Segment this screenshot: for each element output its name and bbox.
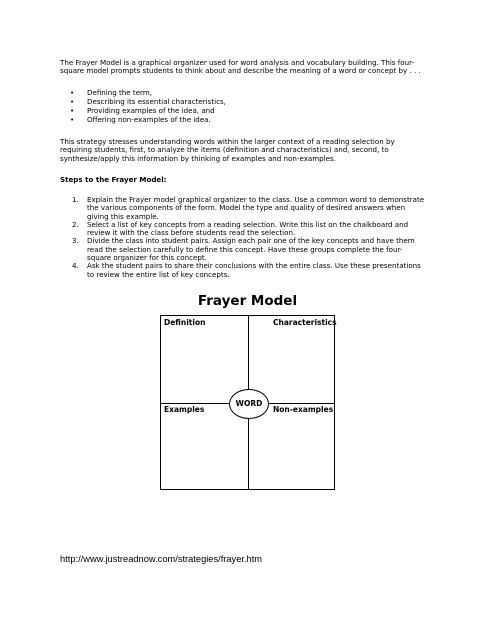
step-line: read the selection carefully to define this concept. Have these groups complete the four- — [87, 244, 403, 254]
word-label: WORD — [235, 399, 263, 408]
step-item — [72, 196, 442, 221]
intro-line: The Frayer Model is a graphical organizer used for word analysis and vocabulary building. This four- — [60, 58, 415, 67]
bullet-icon: • — [70, 114, 75, 124]
characteristics-label: Characteristics — [273, 318, 337, 327]
non-examples-label: Non-examples — [273, 405, 334, 414]
step-line: the various components of the form. Model the type and quality of desired answers when — [87, 203, 406, 213]
step-number: 1. — [72, 195, 79, 204]
strategy-paragraph — [60, 138, 440, 163]
step-number: 3. — [72, 236, 79, 246]
intro-line: square model prompts students to think about and describe the meaning of a word or concept by . . . — [60, 66, 421, 76]
step-item — [72, 221, 442, 238]
word-oval — [229, 389, 269, 419]
bullet-text: Describing its essential characteristics, — [87, 96, 226, 106]
steps-heading: Steps to the Frayer Model: — [60, 175, 167, 184]
step-line: square organizer for this concept. — [87, 253, 207, 263]
step-line: to review the entire list of key concepts. — [87, 269, 230, 279]
step-line: Explain the Frayer model graphical organizer to the class. Use a common word to demonstrate — [87, 195, 425, 204]
intro-paragraph — [60, 59, 440, 76]
strategy-line: This strategy stresses understanding words within the larger context of a reading selection by — [60, 137, 395, 146]
step-line: Divide the class into student pairs. Assign each pair one of the key concepts and have them — [87, 236, 415, 246]
bullet-icon: • — [70, 96, 75, 106]
bullet-text: Offering non-examples of the idea. — [87, 114, 211, 124]
step-number: 4. — [72, 261, 79, 271]
step-number: 2. — [72, 219, 79, 229]
bullet-text: Providing examples of the idea, and — [87, 105, 215, 115]
definition-label: Definition — [164, 318, 206, 327]
step-line: giving this example. — [87, 211, 159, 221]
step-line: Select a list of key concepts from a reading selection. Write this list on the chalkboard and — [87, 219, 409, 229]
bullet-icon: • — [70, 105, 75, 115]
frayer-diagram — [160, 315, 335, 490]
step-item — [72, 262, 442, 279]
bullet-text: Defining the term, — [87, 88, 153, 97]
strategy-line: synthesize/apply this information by thinking of examples and non-examples. — [60, 153, 336, 163]
bullet-item — [70, 116, 430, 125]
examples-label: Examples — [164, 405, 205, 414]
step-line: Ask the student pairs to share their conclusions with the entire class. Use these presentations — [87, 261, 421, 271]
step-line: review it with the class before students read the selection. — [87, 228, 296, 238]
step-item — [72, 237, 442, 262]
source-url: http://www.justreadnow.com/strategies/frayer.htm — [60, 554, 263, 564]
diagram-title: Frayer Model — [197, 293, 298, 309]
bullet-icon: • — [70, 88, 75, 97]
steps-list — [72, 196, 442, 279]
strategy-line: requiring students, first, to analyze the items (definition and characteristics) and, second, to — [60, 145, 389, 155]
bullet-list — [70, 89, 430, 125]
